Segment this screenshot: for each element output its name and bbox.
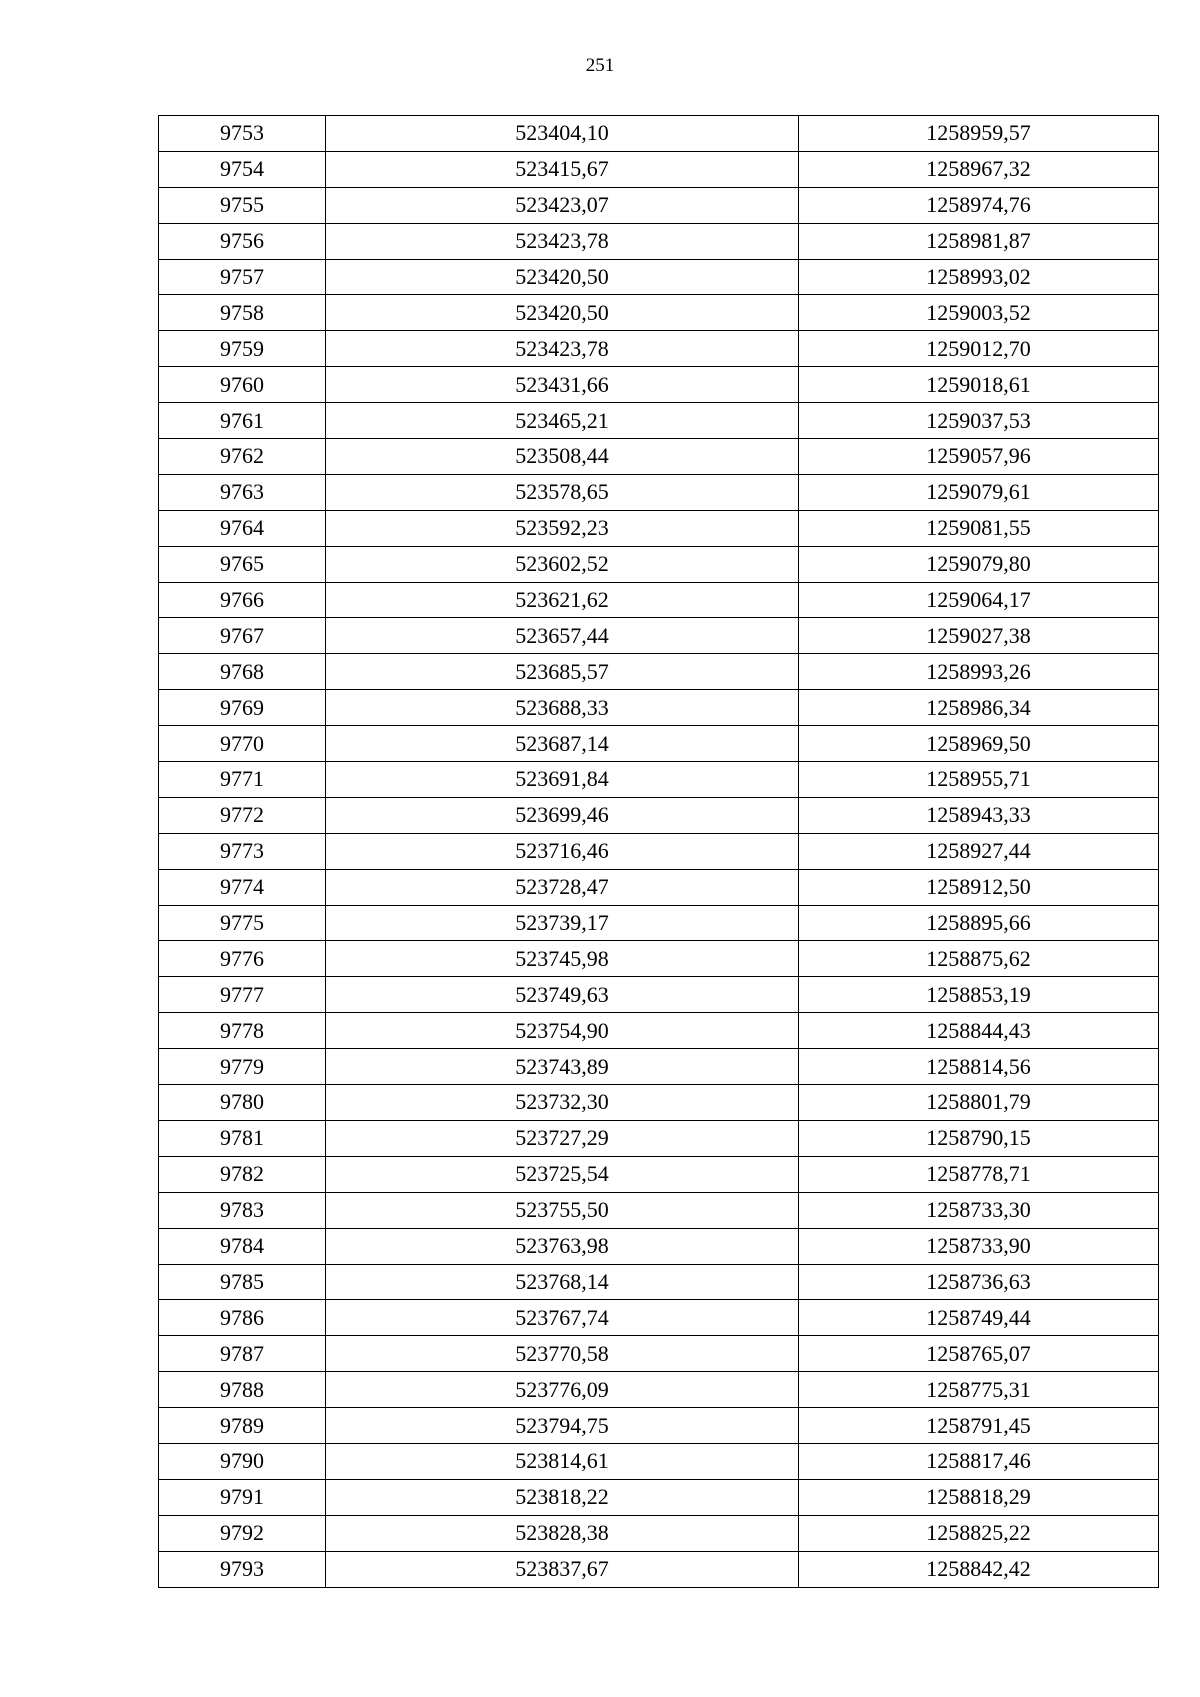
point-number-cell: 9757	[159, 259, 326, 295]
table-row	[159, 439, 1159, 475]
table-row	[159, 582, 1159, 618]
table-row	[159, 295, 1159, 331]
point-number-cell: 9753	[159, 116, 326, 152]
y-coordinate-cell: 1258736,63	[799, 1264, 1159, 1300]
point-number-cell: 9784	[159, 1228, 326, 1264]
x-coordinate-cell: 523794,75	[326, 1408, 799, 1444]
x-coordinate-cell: 523415,67	[326, 151, 799, 187]
x-coordinate-cell: 523732,30	[326, 1085, 799, 1121]
table-row	[159, 403, 1159, 439]
table-row	[159, 259, 1159, 295]
table-row	[159, 1192, 1159, 1228]
x-coordinate-cell: 523508,44	[326, 439, 799, 475]
table-row	[159, 1085, 1159, 1121]
x-coordinate-cell: 523691,84	[326, 762, 799, 798]
y-coordinate-cell: 1259012,70	[799, 331, 1159, 367]
table-row	[159, 1013, 1159, 1049]
x-coordinate-cell: 523755,50	[326, 1192, 799, 1228]
x-coordinate-cell: 523699,46	[326, 797, 799, 833]
x-coordinate-cell: 523767,74	[326, 1300, 799, 1336]
table-row	[159, 797, 1159, 833]
y-coordinate-cell: 1258993,26	[799, 654, 1159, 690]
y-coordinate-cell: 1259079,61	[799, 474, 1159, 510]
table-row	[159, 690, 1159, 726]
y-coordinate-cell: 1258791,45	[799, 1408, 1159, 1444]
table-row	[159, 510, 1159, 546]
page-number: 251	[585, 55, 615, 76]
x-coordinate-cell: 523828,38	[326, 1515, 799, 1551]
table-row	[159, 151, 1159, 187]
point-number-cell: 9783	[159, 1192, 326, 1228]
table-row	[159, 869, 1159, 905]
table-row	[159, 1372, 1159, 1408]
table-row	[159, 546, 1159, 582]
y-coordinate-cell: 1258842,42	[799, 1551, 1159, 1587]
y-coordinate-cell: 1258844,43	[799, 1013, 1159, 1049]
x-coordinate-cell: 523688,33	[326, 690, 799, 726]
y-coordinate-cell: 1258981,87	[799, 223, 1159, 259]
table-row	[159, 474, 1159, 510]
point-number-cell: 9791	[159, 1479, 326, 1515]
point-number-cell: 9779	[159, 1049, 326, 1085]
point-number-cell: 9789	[159, 1408, 326, 1444]
x-coordinate-cell: 523592,23	[326, 510, 799, 546]
y-coordinate-cell: 1258967,32	[799, 151, 1159, 187]
point-number-cell: 9767	[159, 618, 326, 654]
table-row	[159, 1515, 1159, 1551]
point-number-cell: 9759	[159, 331, 326, 367]
y-coordinate-cell: 1258895,66	[799, 905, 1159, 941]
x-coordinate-cell: 523621,62	[326, 582, 799, 618]
point-number-cell: 9766	[159, 582, 326, 618]
table-row	[159, 331, 1159, 367]
y-coordinate-cell: 1258927,44	[799, 833, 1159, 869]
y-coordinate-cell: 1258778,71	[799, 1156, 1159, 1192]
x-coordinate-cell: 523420,50	[326, 295, 799, 331]
point-number-cell: 9787	[159, 1336, 326, 1372]
point-number-cell: 9790	[159, 1443, 326, 1479]
point-number-cell: 9782	[159, 1156, 326, 1192]
x-coordinate-cell: 523770,58	[326, 1336, 799, 1372]
point-number-cell: 9771	[159, 762, 326, 798]
x-coordinate-cell: 523687,14	[326, 726, 799, 762]
y-coordinate-cell: 1258993,02	[799, 259, 1159, 295]
x-coordinate-cell: 523725,54	[326, 1156, 799, 1192]
y-coordinate-cell: 1258825,22	[799, 1515, 1159, 1551]
x-coordinate-cell: 523578,65	[326, 474, 799, 510]
x-coordinate-cell: 523814,61	[326, 1443, 799, 1479]
table-row	[159, 1443, 1159, 1479]
table-row	[159, 1228, 1159, 1264]
point-number-cell: 9777	[159, 977, 326, 1013]
y-coordinate-cell: 1258814,56	[799, 1049, 1159, 1085]
y-coordinate-cell: 1259057,96	[799, 439, 1159, 475]
table-row	[159, 116, 1159, 152]
point-number-cell: 9763	[159, 474, 326, 510]
y-coordinate-cell: 1258943,33	[799, 797, 1159, 833]
point-number-cell: 9772	[159, 797, 326, 833]
x-coordinate-cell: 523716,46	[326, 833, 799, 869]
table-row	[159, 654, 1159, 690]
point-number-cell: 9785	[159, 1264, 326, 1300]
y-coordinate-cell: 1259027,38	[799, 618, 1159, 654]
table-row	[159, 1264, 1159, 1300]
table-row	[159, 1156, 1159, 1192]
point-number-cell: 9765	[159, 546, 326, 582]
x-coordinate-cell: 523763,98	[326, 1228, 799, 1264]
point-number-cell: 9758	[159, 295, 326, 331]
coordinates-table	[158, 115, 1159, 1588]
point-number-cell: 9778	[159, 1013, 326, 1049]
x-coordinate-cell: 523423,78	[326, 223, 799, 259]
x-coordinate-cell: 523423,07	[326, 187, 799, 223]
point-number-cell: 9761	[159, 403, 326, 439]
point-number-cell: 9775	[159, 905, 326, 941]
y-coordinate-cell: 1259003,52	[799, 295, 1159, 331]
y-coordinate-cell: 1258801,79	[799, 1085, 1159, 1121]
table-row	[159, 367, 1159, 403]
x-coordinate-cell: 523404,10	[326, 116, 799, 152]
point-number-cell: 9786	[159, 1300, 326, 1336]
y-coordinate-cell: 1259079,80	[799, 546, 1159, 582]
table-row	[159, 726, 1159, 762]
point-number-cell: 9764	[159, 510, 326, 546]
point-number-cell: 9768	[159, 654, 326, 690]
x-coordinate-cell: 523727,29	[326, 1120, 799, 1156]
point-number-cell: 9769	[159, 690, 326, 726]
y-coordinate-cell: 1258765,07	[799, 1336, 1159, 1372]
table-row	[159, 1049, 1159, 1085]
x-coordinate-cell: 523768,14	[326, 1264, 799, 1300]
y-coordinate-cell: 1258749,44	[799, 1300, 1159, 1336]
y-coordinate-cell: 1258986,34	[799, 690, 1159, 726]
table-row	[159, 187, 1159, 223]
x-coordinate-cell: 523739,17	[326, 905, 799, 941]
table-row	[159, 1336, 1159, 1372]
table-row	[159, 977, 1159, 1013]
x-coordinate-cell: 523743,89	[326, 1049, 799, 1085]
table-row	[159, 762, 1159, 798]
table-row	[159, 1408, 1159, 1444]
y-coordinate-cell: 1259018,61	[799, 367, 1159, 403]
table-row	[159, 1300, 1159, 1336]
y-coordinate-cell: 1258733,30	[799, 1192, 1159, 1228]
y-coordinate-cell: 1259037,53	[799, 403, 1159, 439]
coordinates-table-body	[159, 116, 1159, 1588]
point-number-cell: 9793	[159, 1551, 326, 1587]
x-coordinate-cell: 523745,98	[326, 941, 799, 977]
x-coordinate-cell: 523685,57	[326, 654, 799, 690]
point-number-cell: 9760	[159, 367, 326, 403]
x-coordinate-cell: 523728,47	[326, 869, 799, 905]
y-coordinate-cell: 1258912,50	[799, 869, 1159, 905]
point-number-cell: 9773	[159, 833, 326, 869]
table-row	[159, 941, 1159, 977]
point-number-cell: 9756	[159, 223, 326, 259]
point-number-cell: 9755	[159, 187, 326, 223]
point-number-cell: 9780	[159, 1085, 326, 1121]
y-coordinate-cell: 1258955,71	[799, 762, 1159, 798]
point-number-cell: 9770	[159, 726, 326, 762]
x-coordinate-cell: 523602,52	[326, 546, 799, 582]
x-coordinate-cell: 523754,90	[326, 1013, 799, 1049]
y-coordinate-cell: 1258775,31	[799, 1372, 1159, 1408]
table-row	[159, 833, 1159, 869]
table-row	[159, 1551, 1159, 1587]
y-coordinate-cell: 1259064,17	[799, 582, 1159, 618]
x-coordinate-cell: 523837,67	[326, 1551, 799, 1587]
y-coordinate-cell: 1258853,19	[799, 977, 1159, 1013]
x-coordinate-cell: 523423,78	[326, 331, 799, 367]
y-coordinate-cell: 1258818,29	[799, 1479, 1159, 1515]
point-number-cell: 9762	[159, 439, 326, 475]
x-coordinate-cell: 523657,44	[326, 618, 799, 654]
point-number-cell: 9774	[159, 869, 326, 905]
point-number-cell: 9781	[159, 1120, 326, 1156]
point-number-cell: 9776	[159, 941, 326, 977]
y-coordinate-cell: 1258969,50	[799, 726, 1159, 762]
x-coordinate-cell: 523431,66	[326, 367, 799, 403]
table-row	[159, 1120, 1159, 1156]
y-coordinate-cell: 1258733,90	[799, 1228, 1159, 1264]
table-row	[159, 223, 1159, 259]
y-coordinate-cell: 1258959,57	[799, 116, 1159, 152]
y-coordinate-cell: 1259081,55	[799, 510, 1159, 546]
x-coordinate-cell: 523420,50	[326, 259, 799, 295]
point-number-cell: 9792	[159, 1515, 326, 1551]
table-row	[159, 905, 1159, 941]
point-number-cell: 9754	[159, 151, 326, 187]
y-coordinate-cell: 1258790,15	[799, 1120, 1159, 1156]
y-coordinate-cell: 1258875,62	[799, 941, 1159, 977]
y-coordinate-cell: 1258974,76	[799, 187, 1159, 223]
point-number-cell: 9788	[159, 1372, 326, 1408]
x-coordinate-cell: 523818,22	[326, 1479, 799, 1515]
x-coordinate-cell: 523465,21	[326, 403, 799, 439]
table-row	[159, 1479, 1159, 1515]
y-coordinate-cell: 1258817,46	[799, 1443, 1159, 1479]
x-coordinate-cell: 523749,63	[326, 977, 799, 1013]
table-row	[159, 618, 1159, 654]
x-coordinate-cell: 523776,09	[326, 1372, 799, 1408]
